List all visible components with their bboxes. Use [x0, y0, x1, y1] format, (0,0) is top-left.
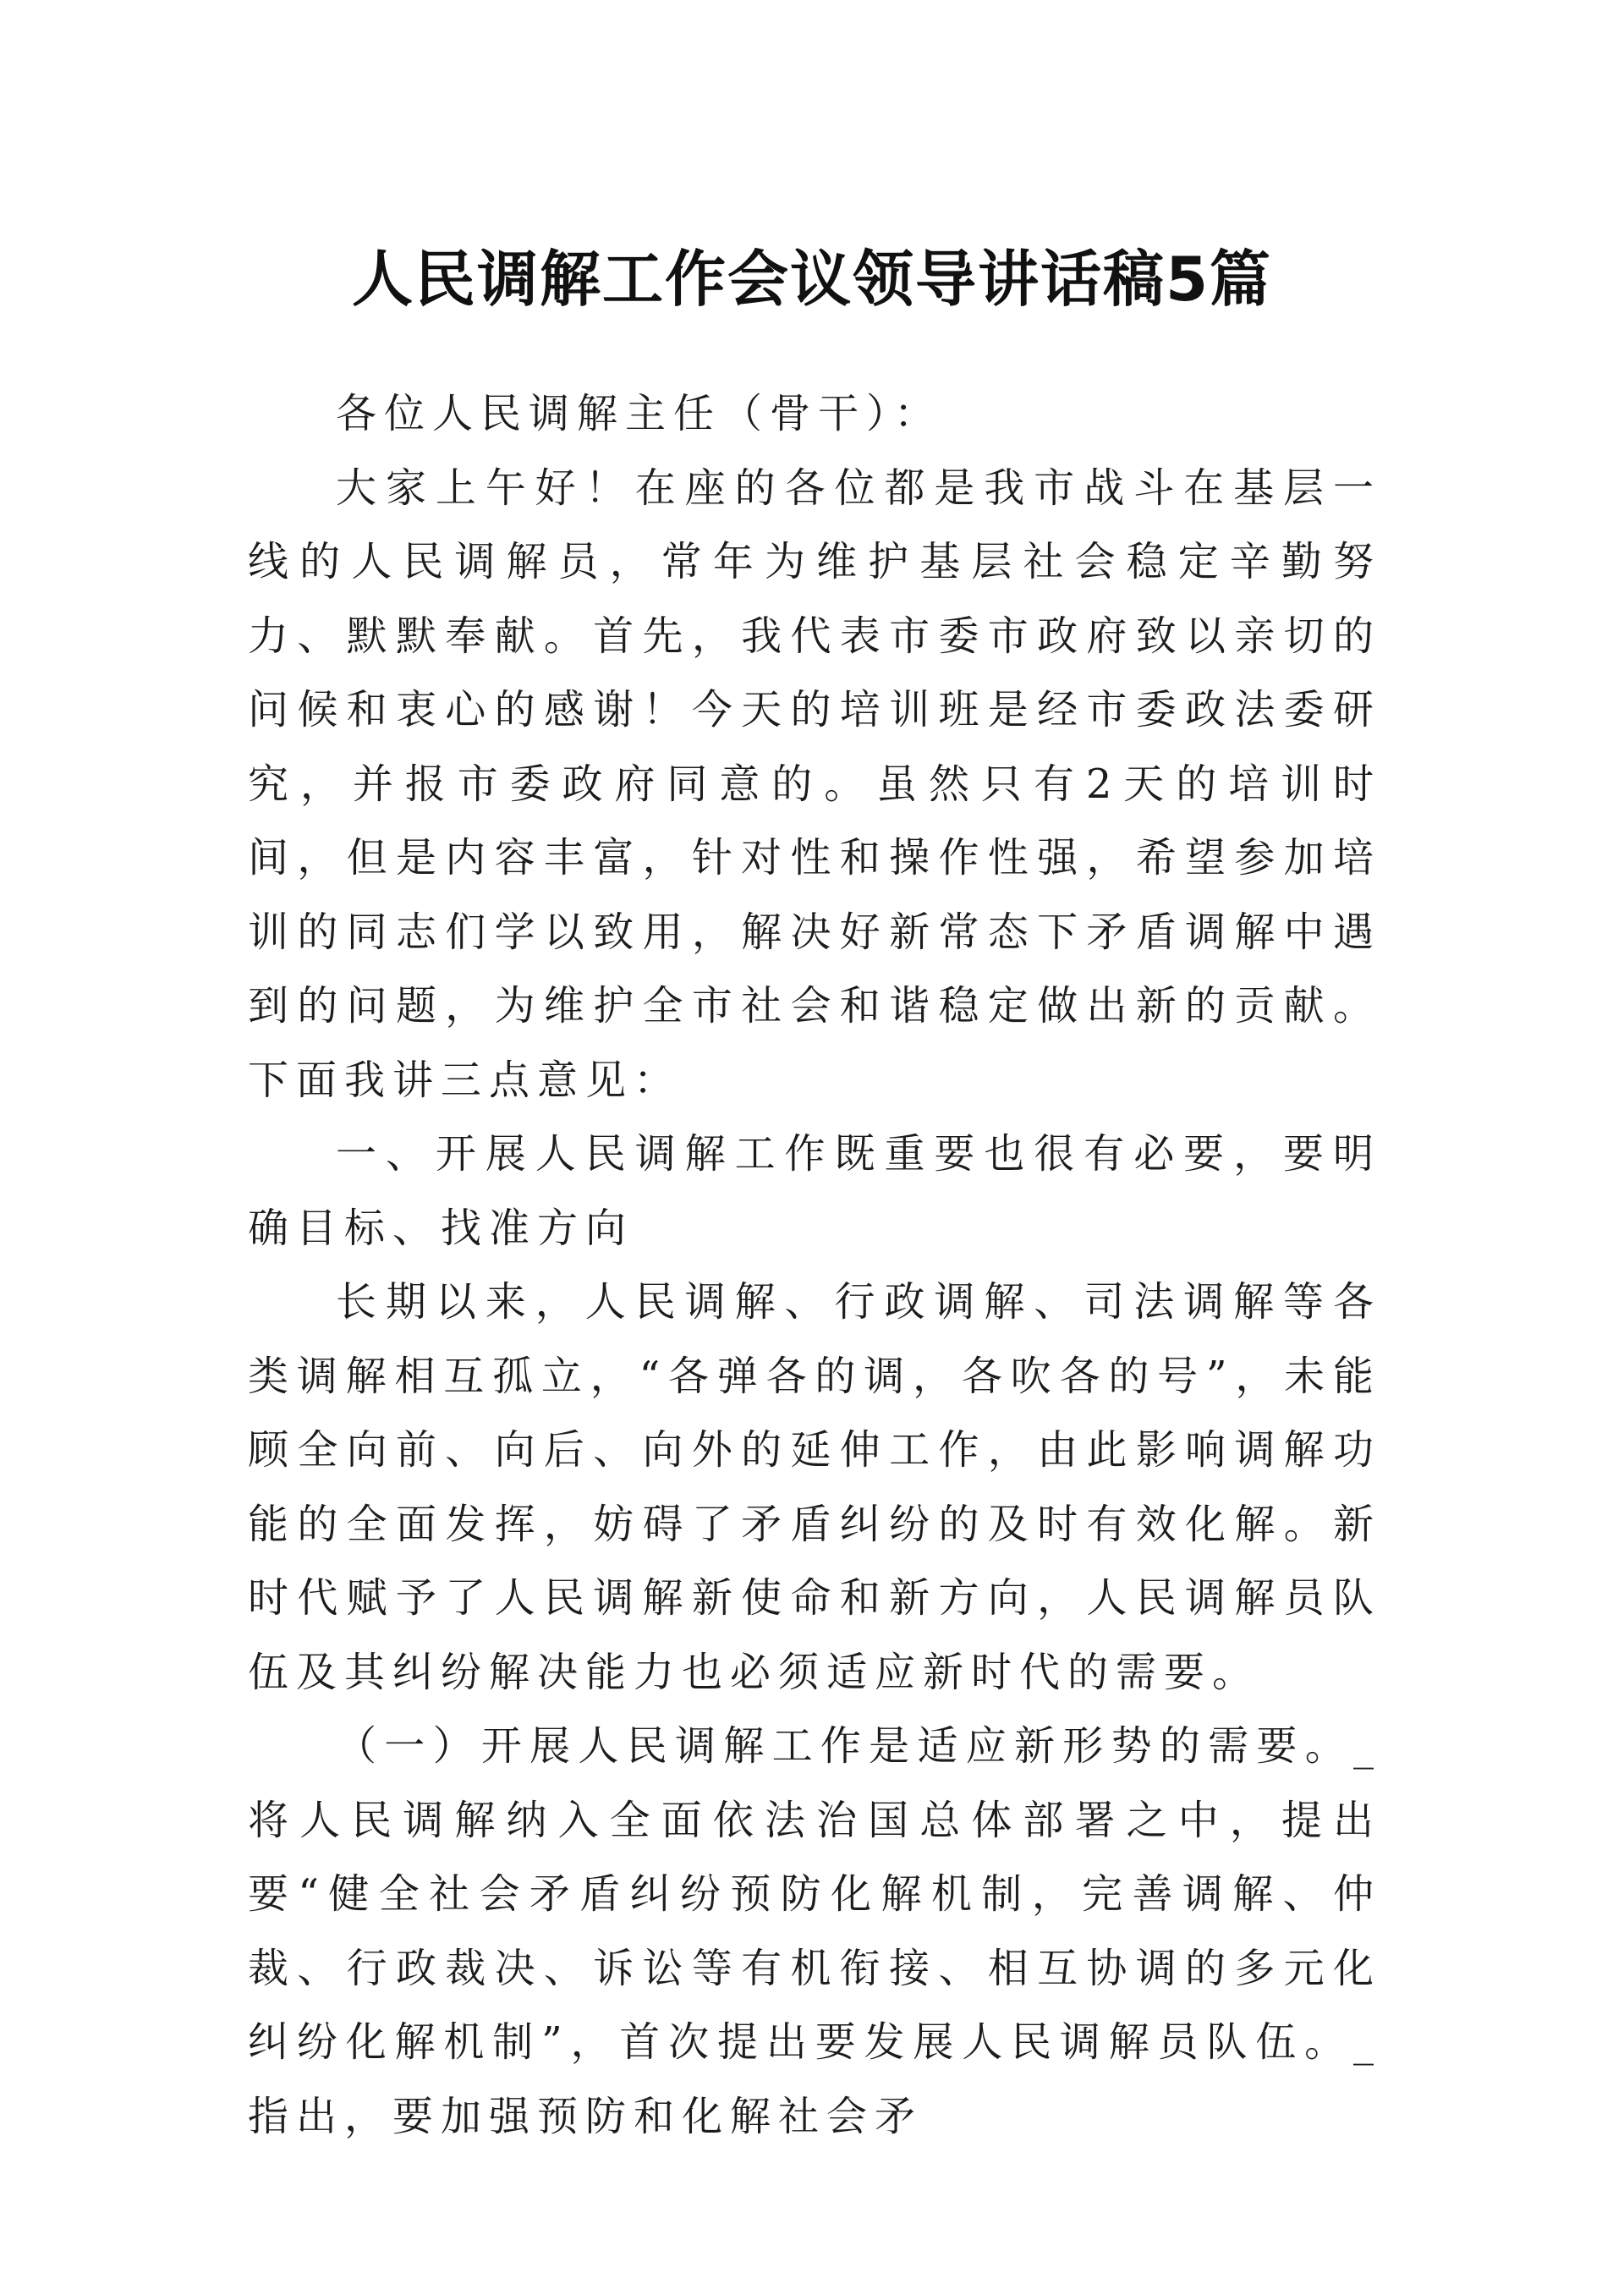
document-body: [248, 377, 1381, 2154]
document-title: 人民调解工作会议领导讲话稿5篇: [351, 244, 1273, 316]
salutation-paragraph: 各位人民调解主任（骨干）：: [336, 390, 943, 437]
opening-paragraph: 大家上午好！在座的各位都是我市战斗在基层一线的人民调解员，常年为维护基层社会稳定辛勤努力、默默奉献。首先，我代表市委市政府致以亲切的问候和衷心的感谢！今天的培训班是经市委政法委研究，并报市委政府同意的。虽然只有2天的培训时间，但是内容丰富，针对性和操作性强，希望参加培训的同志们学以致用，解决好新常态下矛盾调解中遇到的问题，为维护全市社会和谐稳定做出新的贡献。下面我讲三点意见：: [248, 464, 1381, 1104]
subsection-paragraph-1: （一）开展人民调解工作是适应新形势的需要。_将人民调解纳入全面依法治国总体部署之中，提出要“健全社会矛盾纠纷预防化解机制，完善调解、仲裁、行政裁决、诉讼等有机衔接、相互协调的多元化纠纷化解机制”，首次提出要发展人民调解员队伍。_指出，要加强预防和化解社会矛: [248, 1722, 1381, 2140]
body-paragraph: 长期以来，人民调解、行政调解、司法调解等各类调解相互孤立，“各弹各的调，各吹各的号”，未能顾全向前、向后、向外的延伸工作，由此影响调解功能的全面发挥，妨碍了矛盾纠纷的及时有效化解。新时代赋予了人民调解新使命和新方向，人民调解员队伍及其纠纷解决能力也必须适应新时代的需要。: [248, 1278, 1381, 1696]
section-heading-1: 一、开展人民调解工作既重要也很有必要，要明确目标、找准方向: [248, 1130, 1381, 1252]
